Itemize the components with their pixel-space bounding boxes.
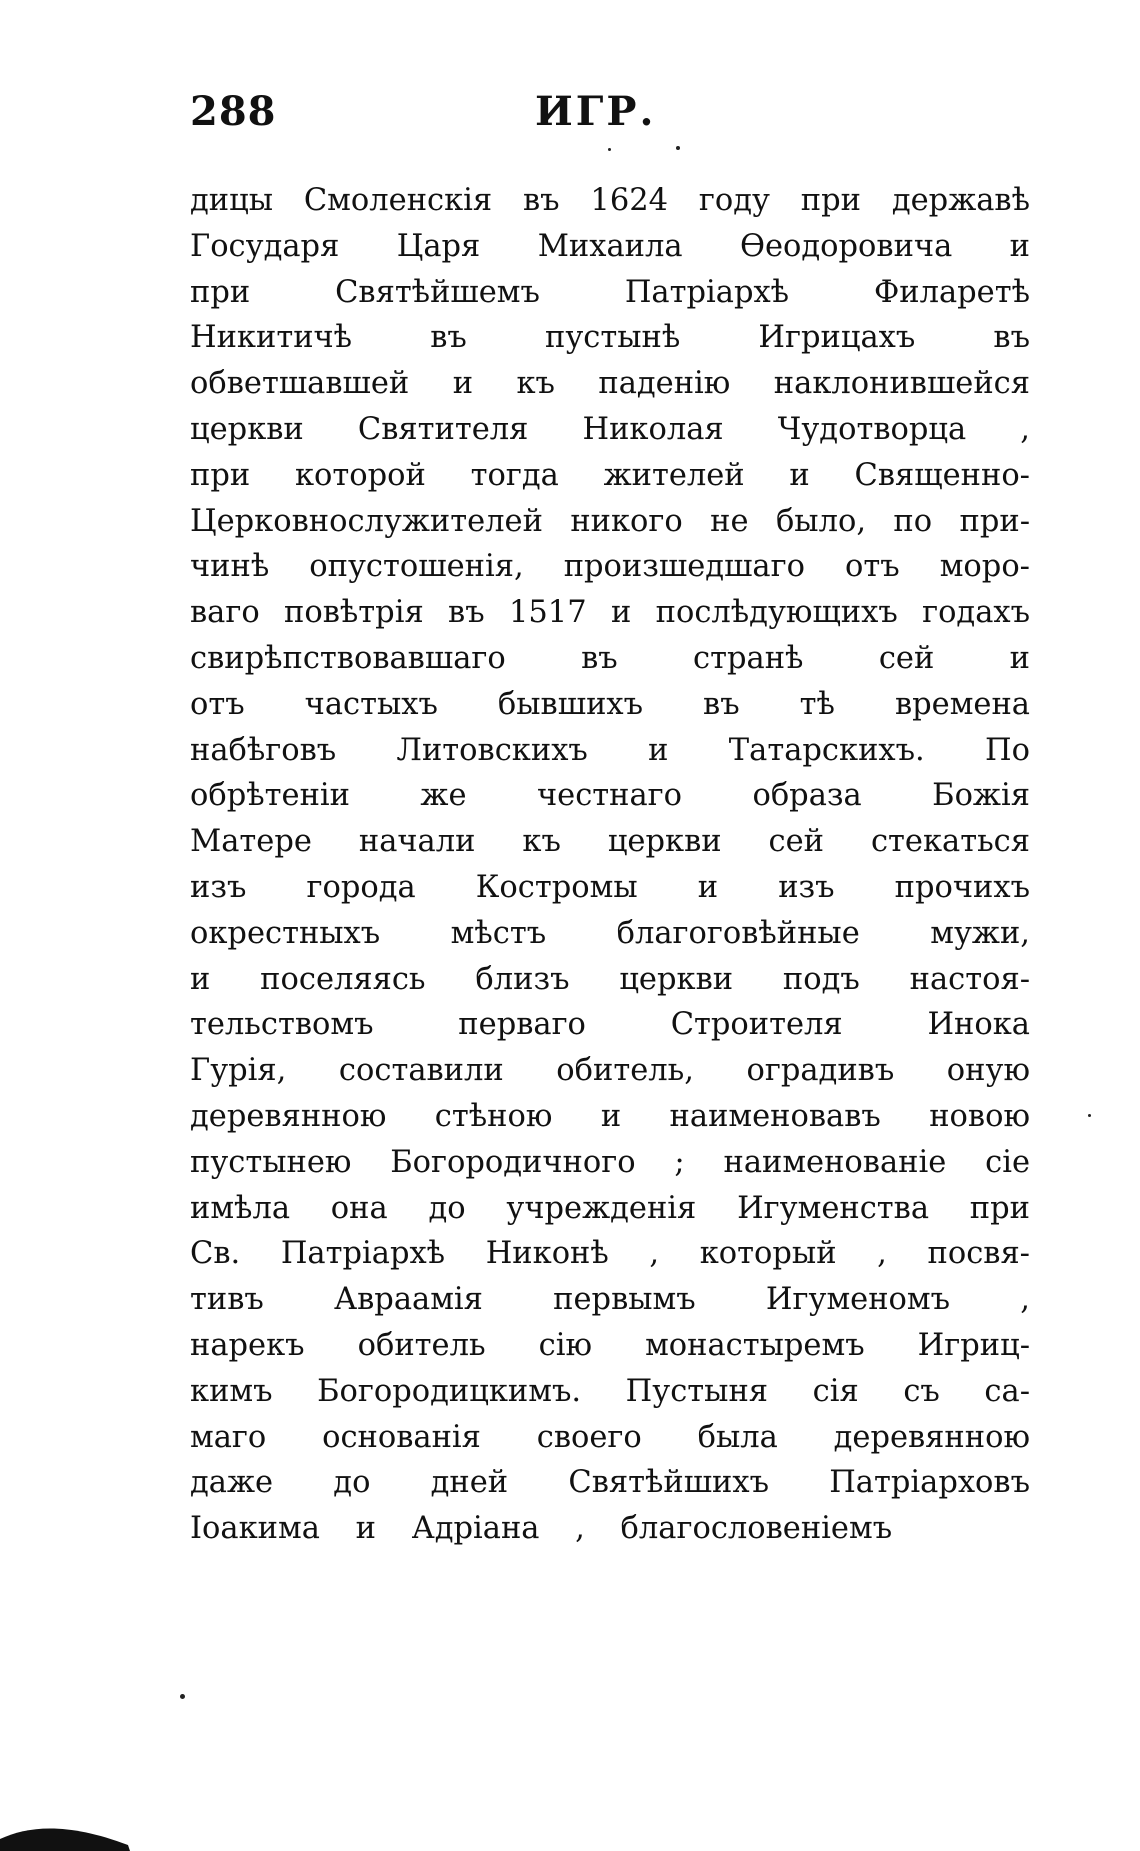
text-line: тельствомъ перваго Строителя Инока <box>190 1007 1030 1043</box>
page-number: 288 <box>190 88 277 135</box>
text-line: обветшавшей и къ паденію наклонившейся <box>190 366 1030 402</box>
text-line: имѣла она до учрежденія Игуменства при <box>190 1190 1030 1226</box>
text-line: Церковнослужителей никого не было, по при- <box>190 503 1030 539</box>
ink-speck <box>608 148 611 151</box>
text-line: набѣговъ Литовскихъ и Татарскихъ. По <box>190 732 1030 768</box>
text-line: кимъ Богородицкимъ. Пустыня сія съ са- <box>190 1373 1030 1409</box>
text-line: дицы Смоленскія въ 1624 году при державѣ <box>190 183 1030 218</box>
text-line: чинѣ опустошенія, произшедшаго отъ моро- <box>190 549 1030 585</box>
text-line: изъ города Костромы и изъ прочихъ <box>190 869 1030 905</box>
text-line: свирѣпствовавшаго въ странѣ сей и <box>190 640 1030 676</box>
text-line: церкви Святителя Николая Чудотворца , <box>190 411 1030 447</box>
text-line: Гурія, составили обитель, оградивъ оную <box>190 1053 1030 1089</box>
running-head: ИГР. <box>535 88 657 135</box>
text-line: Іоакима и Адріана , благословеніемъ <box>190 1511 893 1547</box>
text-line: ваго повѣтрія въ 1517 и послѣдующихъ годахъ <box>190 595 1030 631</box>
text-line: маго основанія своего была деревянною <box>190 1419 1030 1455</box>
ink-speck <box>676 146 680 150</box>
text-line: тивъ Авраамія первымъ Игуменомъ , <box>190 1282 1030 1318</box>
text-line: даже до дней Святѣйшихъ Патріарховъ <box>190 1465 1030 1501</box>
ink-speck <box>1088 1114 1091 1117</box>
ink-speck <box>180 1694 185 1699</box>
text-line: обрѣтеніи же честнаго образа Божія <box>190 778 1030 814</box>
page-header <box>190 88 1000 148</box>
text-line: при Святѣйшемъ Патріархѣ Филаретѣ <box>190 274 1030 310</box>
scan-smudge <box>0 1821 130 1851</box>
text-line: нарекъ обитель сію монастыремъ Игриц- <box>190 1327 1030 1363</box>
text-line: деревянною стѣною и наименовавъ новою <box>190 1098 1030 1134</box>
text-line: Матере начали къ церкви сей стекаться <box>190 824 1030 860</box>
text-line: при которой тогда жителей и Священно- <box>190 457 1030 493</box>
text-line: окрестныхъ мѣстъ благоговѣйные мужи, <box>190 915 1030 951</box>
text-line: Св. Патріархѣ Никонѣ , который , посвя- <box>190 1236 1030 1272</box>
text-line: пустынею Богородичного ; наименованіе сіе <box>190 1144 1030 1180</box>
text-line: отъ частыхъ бывшихъ въ тѣ времена <box>190 686 1030 722</box>
text-line: Государя Царя Михаила Ѳеодоровича и <box>190 228 1030 264</box>
text-line: и поселяясь близъ церкви подъ настоя- <box>190 961 1030 997</box>
body-text <box>190 178 1030 1552</box>
text-line: Никитичѣ въ пустынѣ Игрицахъ въ <box>190 320 1030 356</box>
